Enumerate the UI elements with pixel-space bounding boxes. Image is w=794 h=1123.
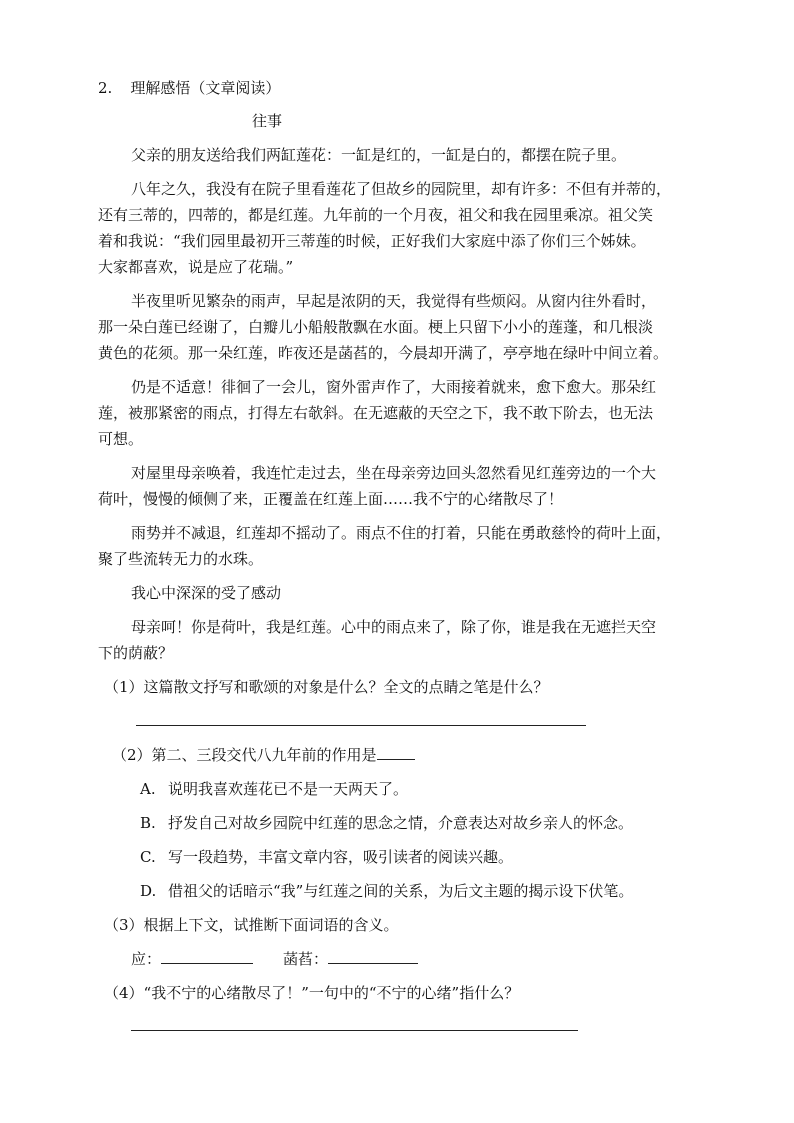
article-line: 下的荫蔽？ <box>98 644 174 662</box>
question-3-terms <box>131 948 418 970</box>
article-line: 大家都喜欢，说是应了花瑞。” <box>98 258 294 276</box>
article-title: 往事 <box>252 112 283 130</box>
question-4 <box>104 982 519 1004</box>
article-line: 母亲呵！你是荷叶，我是红莲。心中的雨点来了，除了你，谁是我在无遮拦天空 <box>131 618 657 636</box>
question-3 <box>104 914 399 936</box>
section-heading <box>98 77 280 99</box>
article-line: 着和我说：“我们园里最初开三蒂莲的时候，正好我们大家庭中添了你们三个姊妹。 <box>98 232 646 250</box>
question-text: 这篇散文抒写和歌颂的对象是什么？全文的点睛之笔是什么？ <box>143 678 549 696</box>
answer-blank-q2[interactable] <box>377 758 415 760</box>
section-title: 理解感悟（文章阅读） <box>130 79 281 97</box>
option-text: 借祖父的话暗示“我”与红莲之间的关系，为后文主题的揭示设下伏笔。 <box>168 882 634 900</box>
option-a[interactable] <box>140 778 408 800</box>
question-number: （4） <box>104 984 144 1002</box>
option-letter: D. <box>140 882 157 900</box>
answer-blank-handan[interactable] <box>328 962 418 964</box>
option-letter: B. <box>140 814 156 832</box>
answer-blank-ying[interactable] <box>161 962 253 964</box>
article-line: 父亲的朋友送给我们两缸莲花：一缸是红的，一缸是白的，都摆在院子里。 <box>131 146 627 164</box>
answer-line-q1[interactable] <box>136 725 586 726</box>
option-c[interactable] <box>140 846 513 868</box>
question-text: 根据上下文，试推断下面词语的含义。 <box>143 916 399 934</box>
question-1 <box>104 676 549 698</box>
question-number: （3） <box>104 916 144 934</box>
article-line: 莲，被那紧密的雨点，打得左右欹斜。在无遮蔽的天空之下，我不敢下阶去，也无法 <box>98 404 654 422</box>
question-number: （1） <box>104 678 144 696</box>
option-letter: A. <box>140 780 156 798</box>
article-line: 半夜里听见繁杂的雨声，早起是浓阴的天，我觉得有些烦闷。从窗内往外看时， <box>131 292 657 310</box>
option-text: 说明我喜欢莲花已不是一天两天了。 <box>168 780 409 798</box>
answer-line-q4[interactable] <box>131 1030 578 1031</box>
article-line: 仍是不适意！徘徊了一会儿，窗外雷声作了，大雨接着就来，愈下愈大。那朵红 <box>131 378 657 396</box>
section-number: 2. <box>98 79 113 97</box>
option-b[interactable] <box>140 812 633 834</box>
article-line: 八年之久，我没有在院子里看莲花了但故乡的园院里，却有许多：不但有并蒂的， <box>131 180 672 198</box>
option-text: 抒发自己对故乡园院中红莲的思念之情，介意表达对故乡亲人的怀念。 <box>168 814 634 832</box>
question-2 <box>112 744 415 766</box>
question-text: “我不宁的心绪散尽了！”一句中的“不宁的心绪”指什么？ <box>143 984 520 1002</box>
question-text: 第二、三段交代八九年前的作用是 <box>151 746 377 764</box>
article-line: 我心中深深的受了感动 <box>131 584 282 602</box>
article-line: 聚了些流转无力的水珠。 <box>98 550 264 568</box>
term-ying-label: 应： <box>131 950 162 968</box>
article-line: 雨势并不减退，红莲却不摇动了。雨点不住的打着，只能在勇敢慈怜的荷叶上面， <box>131 524 672 542</box>
article-line: 对屋里母亲唤着，我连忙走过去，坐在母亲旁边回头忽然看见红莲旁边的一个大 <box>131 464 657 482</box>
article-line: 那一朵白莲已经谢了，白瓣儿小船般散飘在水面。梗上只留下小小的莲蓬，和几根淡 <box>98 318 654 336</box>
term-handan-label: 菡萏： <box>283 950 329 968</box>
article-line: 可想。 <box>98 430 144 448</box>
question-number: （2） <box>112 746 152 764</box>
option-text: 写一段趋势，丰富文章内容，吸引读者的阅读兴趣。 <box>168 848 514 866</box>
option-letter: C. <box>140 848 156 866</box>
article-line: 荷叶，慢慢的倾侧了来，正覆盖在红莲上面……我不宁的心绪散尽了！ <box>98 490 564 508</box>
article-line: 还有三蒂的，四蒂的，都是红莲。九年前的一个月夜，祖父和我在园里乘凉。祖父笑 <box>98 206 654 224</box>
article-line: 黄色的花须。那一朵红莲，昨夜还是菡萏的，今晨却开满了，亭亭地在绿叶中间立着。 <box>98 344 669 362</box>
option-d[interactable] <box>140 880 633 902</box>
